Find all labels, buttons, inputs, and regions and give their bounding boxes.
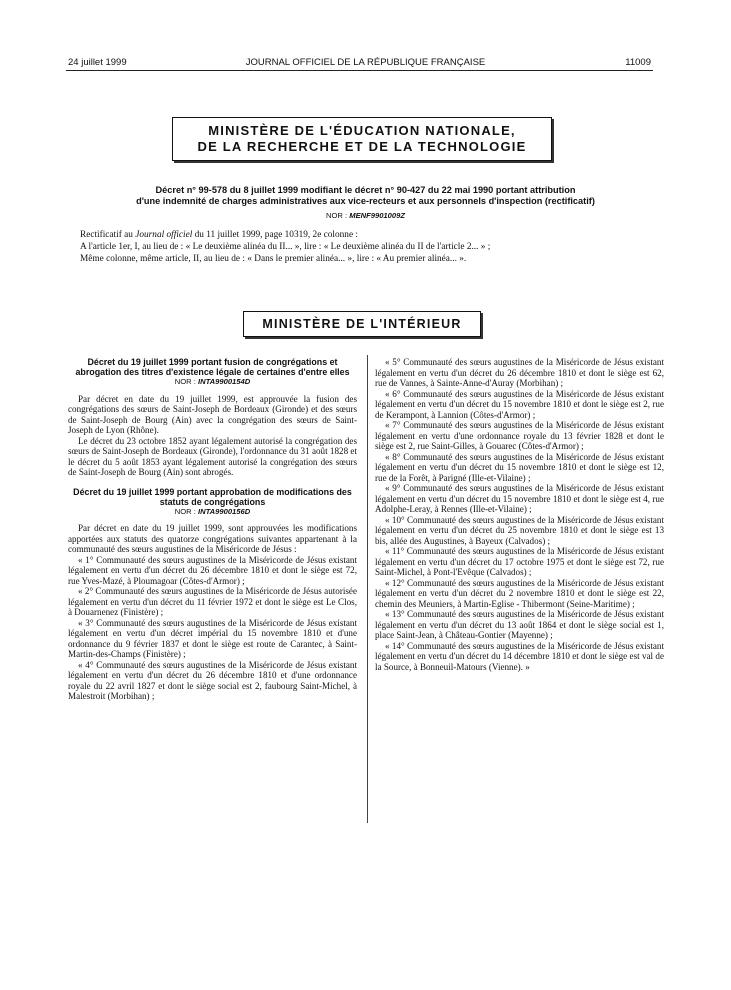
rectif-line1: [80, 229, 675, 241]
decree2-paragraph: Le décret du 23 octobre 1852 ayant légalement autorisé la congrégation des sœurs de Saint-Joseph de Bordeaux (Gironde), l'ordonnance du 31 août 1828 et le décret du 5 août 1853 ayant légalement autorisé la congrégation des sœurs de Saint-Joseph de Bourg (Ain) sont abrogés.: [68, 435, 357, 477]
ministry-education-line2: DE LA RECHERCHE ET DE LA TECHNOLOGIE: [197, 139, 527, 154]
decree3-intro: Par décret en date du 19 juillet 1999, sont approuvées les modifications apportées aux statuts des quatorze congrégations suivantes appartenant à la communauté des sœurs augustines de la Miséricorde de Jésus :: [68, 523, 357, 554]
decree3-item: « 5° Communauté des sœurs augustines de la Miséricorde de Jésus existant légalement en vertu d'un décret du 26 décembre 1810 et dont le siège est 62, rue de Vannes, à Sainte-Anne-d'Auray (Morbihan) ;: [375, 357, 664, 388]
decree3-title: Décret du 19 juillet 1999 portant approbation de modifications des statuts de congrégations: [73, 486, 352, 507]
decree3-item: « 10° Communauté des sœurs augustines de la Miséricorde de Jésus existant légalement en vertu d'un décret du 25 novembre 1810 et dont le siège est 13 bis, allée des Augustines, à Bayeux (Calvados) ;: [375, 514, 664, 546]
rectif-journal: Journal officiel: [135, 230, 193, 240]
decree1-rectificatif: [80, 229, 675, 265]
decree3-item: « 9° Communauté des sœurs augustines de la Miséricorde de Jésus existant légalement en vertu d'un décret du 15 novembre 1810 et dont le siège est 4, rue Adolphe-Leray, à Rennes (Ille-et-Vilaine) ;: [375, 483, 664, 514]
left-column: [68, 357, 357, 702]
rectif-prefix: Rectificatif au: [80, 230, 136, 240]
decree3-item: « 2° Communauté des sœurs augustines de la Miséricorde de Jésus autorisée légalement en vertu d'un décret du 11 février 1972 et dont le siège est Le Clos, à Douarnenez (Finistère) ;: [68, 586, 357, 617]
spacer: [68, 478, 357, 487]
ministry-education-line1: MINISTÈRE DE L'ÉDUCATION NATIONALE,: [208, 123, 516, 138]
decree3-nor-label: NOR :: [174, 506, 196, 516]
rectif-line2: A l'article 1er, I, au lieu de : « Le deuxième alinéa du II... », lire : « Le deuxième alinéa du II de l'article 2... » ;: [80, 242, 491, 252]
rectif-suffix: du 11 juillet 1999, page 10319, 2e colonne :: [192, 230, 358, 240]
decree3-item: « 7° Communauté des sœurs augustines de la Miséricorde de Jésus existant légalement en vertu d'une ordonnance royale du 13 février 1828 et dont le siège est 2, rue Saint-Gilles, à Gouarec (Côtes-d'Armor) ;: [375, 420, 664, 451]
column-divider: [367, 355, 368, 823]
decree3-item: « 1° Communauté des sœurs augustines de la Miséricorde de Jésus existant légalement en vertu d'un décret du 26 décembre 1810 et dont le siège est 72, rue Yves-Mazé, à Ploumagoar (Côtes-d'Armor) ;: [68, 554, 357, 586]
decree1-title: [68, 185, 663, 207]
decree3-nor-code: INTA9900156D: [198, 506, 251, 516]
decree1-nor-label: NOR :: [326, 211, 348, 220]
decree1-nor-code: MENF9901009Z: [349, 211, 405, 220]
decree3-item: « 6° Communauté des sœurs augustines de la Miséricorde de Jésus existant légalement en vertu d'un décret du 15 novembre 1810 et dont le siège est 2, rue de Kerampont, à Lannion (Côtes-d'Armor) ;: [375, 388, 664, 420]
decree2-paragraph: Par décret en date du 19 juillet 1999, est approuvée la fusion des congrégations des sœurs de Saint-Joseph de Bordeaux (Gironde) et des sœurs de Saint-Joseph de Bourg (Ain) avec la congrégation des sœurs de Saint-Joseph de Lyon (Rhône).: [68, 393, 357, 435]
decree1-nor: [0, 211, 731, 220]
ministry-interior-label: MINISTÈRE DE L'INTÉRIEUR: [262, 317, 462, 331]
decree1-title-line1: Décret n° 99-578 du 8 juillet 1999 modifiant le décret n° 90-427 du 22 mai 1990 portant attribution: [155, 185, 576, 195]
decree3-item: « 11° Communauté des sœurs augustines de la Miséricorde de Jésus existant légalement en vertu d'un décret du 17 octobre 1975 et dont le siège est 72, rue Saint-Michel, à Pont-l'Evêque (Calvados) ;: [375, 546, 664, 577]
header-rule: [66, 70, 653, 71]
decree2-nor-code: INTA9900154D: [198, 377, 251, 386]
decree1-title-line2: d'une indemnité de charges administratives aux vice-recteurs et aux personnels d'inspection (rectificatif): [136, 196, 595, 206]
decree3-item: « 8° Communauté des sœurs augustines de la Miséricorde de Jésus existant légalement en vertu d'un décret du 15 novembre 1810 et dont le siège est 12, rue de la Forêt, à Parigné (Ille-et-Vilaine) ;: [375, 451, 664, 483]
decree2-nor: [68, 377, 357, 388]
header-page-number: 11009: [625, 57, 651, 68]
decree3-item: « 12° Communauté des sœurs augustines de la Miséricorde de Jésus existant légalement en vertu d'un décret du 2 novembre 1810 et dont le siège est 22, chemin des Meuniers, à Martin-Eglise - Thibermont (Seine-Maritime) ;: [375, 577, 664, 609]
decree3-item: « 3° Communauté des sœurs augustines de la Miséricorde de Jésus existant légalement en vertu d'un décret impérial du 15 novembre 1810 et d'une ordonnance du 9 février 1837 et dont le siège est route de Carantec, à Saint-Martin-des-Champs (Finistère) ;: [68, 617, 357, 659]
right-column: [375, 357, 664, 672]
ministry-interior-box: [243, 311, 481, 337]
decree3-nor: [68, 507, 357, 518]
decree3-item: « 14° Communauté des sœurs augustines de la Miséricorde de Jésus existant légalement en vertu d'un décret du 14 décembre 1810 et dont le siège est val de la Source, à Bonneuil-Matours (Vienne). »: [375, 640, 664, 672]
decree2-title: Décret du 19 juillet 1999 portant fusion de congrégations et abrogation des titres d'existence légale de certaines d'entre elles: [75, 357, 350, 377]
header-date: 24 juillet 1999: [68, 57, 127, 68]
header-journal-title: JOURNAL OFFICIEL DE LA RÉPUBLIQUE FRANÇAISE: [245, 57, 486, 68]
ministry-education-box: [172, 117, 552, 161]
decree3-item: « 13° Communauté des sœurs augustines de la Miséricorde de Jésus existant légalement en vertu d'un décret du 13 août 1864 et dont le siège social est 1, place Saint-Jean, à Château-Gontier (Mayenne) ;: [375, 609, 664, 640]
decree2-nor-label: NOR :: [174, 377, 196, 386]
decree3-item: « 4° Communauté des sœurs augustines de la Miséricorde de Jésus existant légalement en vertu d'un décret du 26 décembre 1810 et d'une ordonnance royale du 22 avril 1827 et dont le siège social est 2, faubourg Saint-Michel, à Malestroit (Morbihan) ;: [68, 659, 357, 701]
rectif-line3: Même colonne, même article, II, au lieu de : « Dans le premier alinéa... », lire : « Au premier alinéa... ».: [80, 254, 467, 264]
